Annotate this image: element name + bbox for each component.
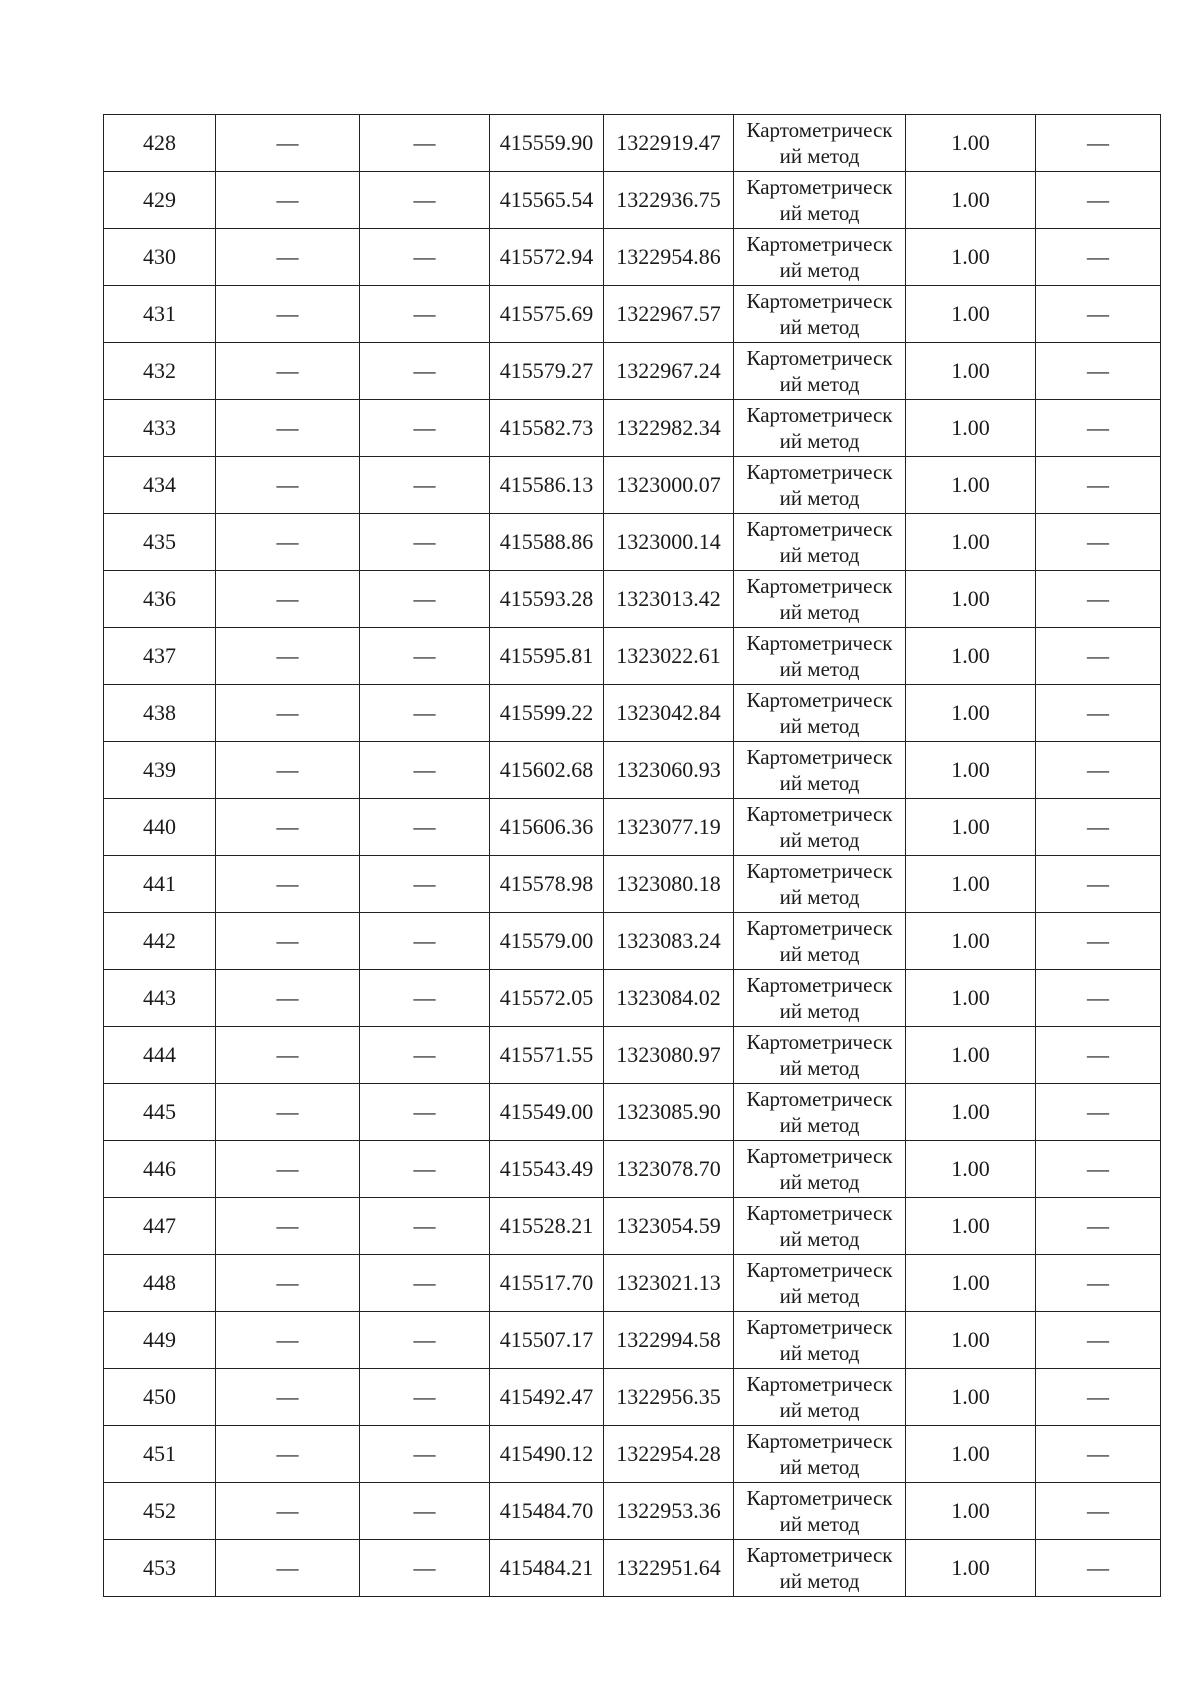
empty-value-cell: — xyxy=(1036,799,1161,856)
empty-value-cell: — xyxy=(216,514,360,571)
method-text: Картометрический метод xyxy=(746,1372,893,1422)
point-number-cell: 447 xyxy=(104,1198,216,1255)
precision-cell: 1.00 xyxy=(906,286,1036,343)
empty-value-cell: — xyxy=(1036,1027,1161,1084)
empty-value-cell: — xyxy=(1036,400,1161,457)
precision-cell: 1.00 xyxy=(906,1483,1036,1540)
point-number-cell: 448 xyxy=(104,1255,216,1312)
empty-value-cell: — xyxy=(360,628,490,685)
x-coordinate-cell: 415543.49 xyxy=(490,1141,604,1198)
table-row xyxy=(104,856,1161,913)
method-cell xyxy=(734,913,906,970)
empty-value-cell: — xyxy=(360,1426,490,1483)
point-number-cell: 429 xyxy=(104,172,216,229)
method-text: Картометрический метод xyxy=(746,346,893,396)
y-coordinate-cell: 1322953.36 xyxy=(604,1483,734,1540)
x-coordinate-cell: 415595.81 xyxy=(490,628,604,685)
empty-value-cell: — xyxy=(216,913,360,970)
empty-value-cell: — xyxy=(216,742,360,799)
point-number-cell: 437 xyxy=(104,628,216,685)
empty-value-cell: — xyxy=(216,400,360,457)
y-coordinate-cell: 1322967.57 xyxy=(604,286,734,343)
method-cell xyxy=(734,1027,906,1084)
x-coordinate-cell: 415579.27 xyxy=(490,343,604,400)
y-coordinate-cell: 1322994.58 xyxy=(604,1312,734,1369)
x-coordinate-cell: 415484.70 xyxy=(490,1483,604,1540)
empty-value-cell: — xyxy=(360,1369,490,1426)
method-text: Картометрический метод xyxy=(746,802,893,852)
y-coordinate-cell: 1323000.14 xyxy=(604,514,734,571)
empty-value-cell: — xyxy=(1036,286,1161,343)
method-text: Картометрический метод xyxy=(746,1315,893,1365)
precision-cell: 1.00 xyxy=(906,1426,1036,1483)
method-text: Картометрический метод xyxy=(746,1543,893,1593)
method-cell xyxy=(734,1483,906,1540)
empty-value-cell: — xyxy=(1036,457,1161,514)
empty-value-cell: — xyxy=(360,1141,490,1198)
empty-value-cell: — xyxy=(216,1483,360,1540)
empty-value-cell: — xyxy=(360,1483,490,1540)
point-number-cell: 432 xyxy=(104,343,216,400)
table-row xyxy=(104,514,1161,571)
precision-cell: 1.00 xyxy=(906,685,1036,742)
table-row xyxy=(104,799,1161,856)
empty-value-cell: — xyxy=(360,1255,490,1312)
table-row xyxy=(104,913,1161,970)
x-coordinate-cell: 415578.98 xyxy=(490,856,604,913)
table-row xyxy=(104,343,1161,400)
method-cell xyxy=(734,1369,906,1426)
method-cell xyxy=(734,1540,906,1597)
y-coordinate-cell: 1323078.70 xyxy=(604,1141,734,1198)
y-coordinate-cell: 1323021.13 xyxy=(604,1255,734,1312)
point-number-cell: 446 xyxy=(104,1141,216,1198)
empty-value-cell: — xyxy=(216,286,360,343)
empty-value-cell: — xyxy=(360,1312,490,1369)
table-row xyxy=(104,1312,1161,1369)
empty-value-cell: — xyxy=(1036,970,1161,1027)
y-coordinate-cell: 1322954.28 xyxy=(604,1426,734,1483)
document-page xyxy=(103,114,1161,1597)
method-text: Картометрический метод xyxy=(746,460,893,510)
empty-value-cell: — xyxy=(216,172,360,229)
y-coordinate-cell: 1322954.86 xyxy=(604,229,734,286)
precision-cell: 1.00 xyxy=(906,115,1036,172)
method-text: Картометрический метод xyxy=(746,289,893,339)
x-coordinate-cell: 415528.21 xyxy=(490,1198,604,1255)
method-text: Картометрический метод xyxy=(746,745,893,795)
empty-value-cell: — xyxy=(1036,1483,1161,1540)
table-row xyxy=(104,742,1161,799)
point-number-cell: 428 xyxy=(104,115,216,172)
empty-value-cell: — xyxy=(1036,1198,1161,1255)
empty-value-cell: — xyxy=(1036,571,1161,628)
point-number-cell: 443 xyxy=(104,970,216,1027)
method-text: Картометрический метод xyxy=(746,1429,893,1479)
method-text: Картометрический метод xyxy=(746,631,893,681)
x-coordinate-cell: 415565.54 xyxy=(490,172,604,229)
precision-cell: 1.00 xyxy=(906,970,1036,1027)
x-coordinate-cell: 415606.36 xyxy=(490,799,604,856)
y-coordinate-cell: 1323083.24 xyxy=(604,913,734,970)
table-row xyxy=(104,571,1161,628)
y-coordinate-cell: 1322967.24 xyxy=(604,343,734,400)
table-row xyxy=(104,229,1161,286)
point-number-cell: 440 xyxy=(104,799,216,856)
empty-value-cell: — xyxy=(1036,1141,1161,1198)
precision-cell: 1.00 xyxy=(906,1027,1036,1084)
method-cell xyxy=(734,1426,906,1483)
table-row xyxy=(104,1369,1161,1426)
y-coordinate-cell: 1323013.42 xyxy=(604,571,734,628)
table-row xyxy=(104,457,1161,514)
table-row xyxy=(104,1198,1161,1255)
empty-value-cell: — xyxy=(1036,1540,1161,1597)
empty-value-cell: — xyxy=(360,1540,490,1597)
x-coordinate-cell: 415559.90 xyxy=(490,115,604,172)
empty-value-cell: — xyxy=(360,400,490,457)
point-number-cell: 445 xyxy=(104,1084,216,1141)
empty-value-cell: — xyxy=(360,913,490,970)
method-cell xyxy=(734,571,906,628)
x-coordinate-cell: 415602.68 xyxy=(490,742,604,799)
method-text: Картометрический метод xyxy=(746,1087,893,1137)
empty-value-cell: — xyxy=(1036,229,1161,286)
point-number-cell: 436 xyxy=(104,571,216,628)
empty-value-cell: — xyxy=(216,1027,360,1084)
point-number-cell: 442 xyxy=(104,913,216,970)
method-text: Картометрический метод xyxy=(746,1201,893,1251)
method-cell xyxy=(734,742,906,799)
y-coordinate-cell: 1322951.64 xyxy=(604,1540,734,1597)
empty-value-cell: — xyxy=(360,514,490,571)
empty-value-cell: — xyxy=(216,1369,360,1426)
point-number-cell: 435 xyxy=(104,514,216,571)
empty-value-cell: — xyxy=(1036,1084,1161,1141)
y-coordinate-cell: 1323080.18 xyxy=(604,856,734,913)
x-coordinate-cell: 415484.21 xyxy=(490,1540,604,1597)
table-row xyxy=(104,115,1161,172)
method-cell xyxy=(734,1255,906,1312)
empty-value-cell: — xyxy=(216,343,360,400)
method-cell xyxy=(734,1141,906,1198)
table-row xyxy=(104,628,1161,685)
table-row xyxy=(104,286,1161,343)
point-number-cell: 444 xyxy=(104,1027,216,1084)
method-cell xyxy=(734,1312,906,1369)
method-cell xyxy=(734,799,906,856)
empty-value-cell: — xyxy=(216,457,360,514)
y-coordinate-cell: 1323022.61 xyxy=(604,628,734,685)
method-cell xyxy=(734,229,906,286)
point-number-cell: 452 xyxy=(104,1483,216,1540)
precision-cell: 1.00 xyxy=(906,913,1036,970)
point-number-cell: 453 xyxy=(104,1540,216,1597)
precision-cell: 1.00 xyxy=(906,457,1036,514)
empty-value-cell: — xyxy=(216,799,360,856)
x-coordinate-cell: 415507.17 xyxy=(490,1312,604,1369)
empty-value-cell: — xyxy=(216,1084,360,1141)
y-coordinate-cell: 1322956.35 xyxy=(604,1369,734,1426)
precision-cell: 1.00 xyxy=(906,1141,1036,1198)
method-text: Картометрический метод xyxy=(746,973,893,1023)
precision-cell: 1.00 xyxy=(906,1255,1036,1312)
y-coordinate-cell: 1322919.47 xyxy=(604,115,734,172)
precision-cell: 1.00 xyxy=(906,1540,1036,1597)
x-coordinate-cell: 415492.47 xyxy=(490,1369,604,1426)
coordinates-table xyxy=(103,114,1161,1597)
x-coordinate-cell: 415571.55 xyxy=(490,1027,604,1084)
y-coordinate-cell: 1323000.07 xyxy=(604,457,734,514)
empty-value-cell: — xyxy=(360,457,490,514)
empty-value-cell: — xyxy=(360,115,490,172)
empty-value-cell: — xyxy=(360,172,490,229)
method-text: Картометрический метод xyxy=(746,688,893,738)
point-number-cell: 441 xyxy=(104,856,216,913)
precision-cell: 1.00 xyxy=(906,856,1036,913)
x-coordinate-cell: 415588.86 xyxy=(490,514,604,571)
method-cell xyxy=(734,1198,906,1255)
empty-value-cell: — xyxy=(1036,1369,1161,1426)
method-cell xyxy=(734,286,906,343)
x-coordinate-cell: 415586.13 xyxy=(490,457,604,514)
empty-value-cell: — xyxy=(360,286,490,343)
table-row xyxy=(104,1483,1161,1540)
x-coordinate-cell: 415599.22 xyxy=(490,685,604,742)
precision-cell: 1.00 xyxy=(906,172,1036,229)
table-row xyxy=(104,1027,1161,1084)
empty-value-cell: — xyxy=(216,970,360,1027)
y-coordinate-cell: 1323060.93 xyxy=(604,742,734,799)
y-coordinate-cell: 1323084.02 xyxy=(604,970,734,1027)
table-row xyxy=(104,685,1161,742)
empty-value-cell: — xyxy=(360,799,490,856)
method-cell xyxy=(734,970,906,1027)
empty-value-cell: — xyxy=(216,1255,360,1312)
method-text: Картометрический метод xyxy=(746,1486,893,1536)
empty-value-cell: — xyxy=(1036,343,1161,400)
empty-value-cell: — xyxy=(360,1198,490,1255)
empty-value-cell: — xyxy=(1036,514,1161,571)
empty-value-cell: — xyxy=(216,685,360,742)
precision-cell: 1.00 xyxy=(906,799,1036,856)
method-text: Картометрический метод xyxy=(746,403,893,453)
y-coordinate-cell: 1323042.84 xyxy=(604,685,734,742)
empty-value-cell: — xyxy=(1036,742,1161,799)
x-coordinate-cell: 415593.28 xyxy=(490,571,604,628)
point-number-cell: 439 xyxy=(104,742,216,799)
empty-value-cell: — xyxy=(1036,172,1161,229)
method-text: Картометрический метод xyxy=(746,859,893,909)
method-cell xyxy=(734,685,906,742)
method-text: Картометрический метод xyxy=(746,517,893,567)
empty-value-cell: — xyxy=(216,1426,360,1483)
method-text: Картометрический метод xyxy=(746,916,893,966)
empty-value-cell: — xyxy=(360,229,490,286)
method-text: Картометрический метод xyxy=(746,175,893,225)
method-cell xyxy=(734,172,906,229)
method-text: Картометрический метод xyxy=(746,574,893,624)
empty-value-cell: — xyxy=(360,343,490,400)
precision-cell: 1.00 xyxy=(906,343,1036,400)
precision-cell: 1.00 xyxy=(906,514,1036,571)
y-coordinate-cell: 1323077.19 xyxy=(604,799,734,856)
method-cell xyxy=(734,1084,906,1141)
x-coordinate-cell: 415579.00 xyxy=(490,913,604,970)
x-coordinate-cell: 415517.70 xyxy=(490,1255,604,1312)
empty-value-cell: — xyxy=(216,571,360,628)
x-coordinate-cell: 415572.94 xyxy=(490,229,604,286)
precision-cell: 1.00 xyxy=(906,1312,1036,1369)
method-cell xyxy=(734,400,906,457)
empty-value-cell: — xyxy=(360,1027,490,1084)
empty-value-cell: — xyxy=(216,115,360,172)
method-text: Картометрический метод xyxy=(746,118,893,168)
empty-value-cell: — xyxy=(216,229,360,286)
empty-value-cell: — xyxy=(1036,913,1161,970)
y-coordinate-cell: 1323085.90 xyxy=(604,1084,734,1141)
precision-cell: 1.00 xyxy=(906,400,1036,457)
x-coordinate-cell: 415572.05 xyxy=(490,970,604,1027)
precision-cell: 1.00 xyxy=(906,1084,1036,1141)
method-cell xyxy=(734,514,906,571)
empty-value-cell: — xyxy=(1036,628,1161,685)
method-text: Картометрический метод xyxy=(746,1030,893,1080)
coordinates-table-body xyxy=(104,115,1161,1597)
x-coordinate-cell: 415575.69 xyxy=(490,286,604,343)
table-row xyxy=(104,1141,1161,1198)
y-coordinate-cell: 1323080.97 xyxy=(604,1027,734,1084)
precision-cell: 1.00 xyxy=(906,229,1036,286)
x-coordinate-cell: 415549.00 xyxy=(490,1084,604,1141)
method-text: Картометрический метод xyxy=(746,1144,893,1194)
empty-value-cell: — xyxy=(216,1540,360,1597)
point-number-cell: 431 xyxy=(104,286,216,343)
point-number-cell: 450 xyxy=(104,1369,216,1426)
method-cell xyxy=(734,343,906,400)
point-number-cell: 434 xyxy=(104,457,216,514)
table-row xyxy=(104,1084,1161,1141)
method-text: Картометрический метод xyxy=(746,232,893,282)
empty-value-cell: — xyxy=(1036,1255,1161,1312)
method-cell xyxy=(734,856,906,913)
point-number-cell: 430 xyxy=(104,229,216,286)
table-row xyxy=(104,172,1161,229)
table-row xyxy=(104,400,1161,457)
empty-value-cell: — xyxy=(360,1084,490,1141)
point-number-cell: 438 xyxy=(104,685,216,742)
y-coordinate-cell: 1323054.59 xyxy=(604,1198,734,1255)
empty-value-cell: — xyxy=(360,856,490,913)
point-number-cell: 433 xyxy=(104,400,216,457)
empty-value-cell: — xyxy=(360,742,490,799)
table-row xyxy=(104,1540,1161,1597)
precision-cell: 1.00 xyxy=(906,628,1036,685)
empty-value-cell: — xyxy=(216,1198,360,1255)
point-number-cell: 449 xyxy=(104,1312,216,1369)
precision-cell: 1.00 xyxy=(906,742,1036,799)
empty-value-cell: — xyxy=(216,1312,360,1369)
empty-value-cell: — xyxy=(216,628,360,685)
empty-value-cell: — xyxy=(360,685,490,742)
empty-value-cell: — xyxy=(216,1141,360,1198)
empty-value-cell: — xyxy=(1036,115,1161,172)
precision-cell: 1.00 xyxy=(906,571,1036,628)
y-coordinate-cell: 1322982.34 xyxy=(604,400,734,457)
empty-value-cell: — xyxy=(1036,1426,1161,1483)
x-coordinate-cell: 415490.12 xyxy=(490,1426,604,1483)
empty-value-cell: — xyxy=(360,970,490,1027)
method-cell xyxy=(734,115,906,172)
empty-value-cell: — xyxy=(1036,1312,1161,1369)
method-text: Картометрический метод xyxy=(746,1258,893,1308)
method-cell xyxy=(734,457,906,514)
method-cell xyxy=(734,628,906,685)
table-row xyxy=(104,970,1161,1027)
empty-value-cell: — xyxy=(360,571,490,628)
empty-value-cell: — xyxy=(1036,685,1161,742)
x-coordinate-cell: 415582.73 xyxy=(490,400,604,457)
table-row xyxy=(104,1255,1161,1312)
precision-cell: 1.00 xyxy=(906,1198,1036,1255)
table-row xyxy=(104,1426,1161,1483)
y-coordinate-cell: 1322936.75 xyxy=(604,172,734,229)
empty-value-cell: — xyxy=(1036,856,1161,913)
precision-cell: 1.00 xyxy=(906,1369,1036,1426)
empty-value-cell: — xyxy=(216,856,360,913)
point-number-cell: 451 xyxy=(104,1426,216,1483)
